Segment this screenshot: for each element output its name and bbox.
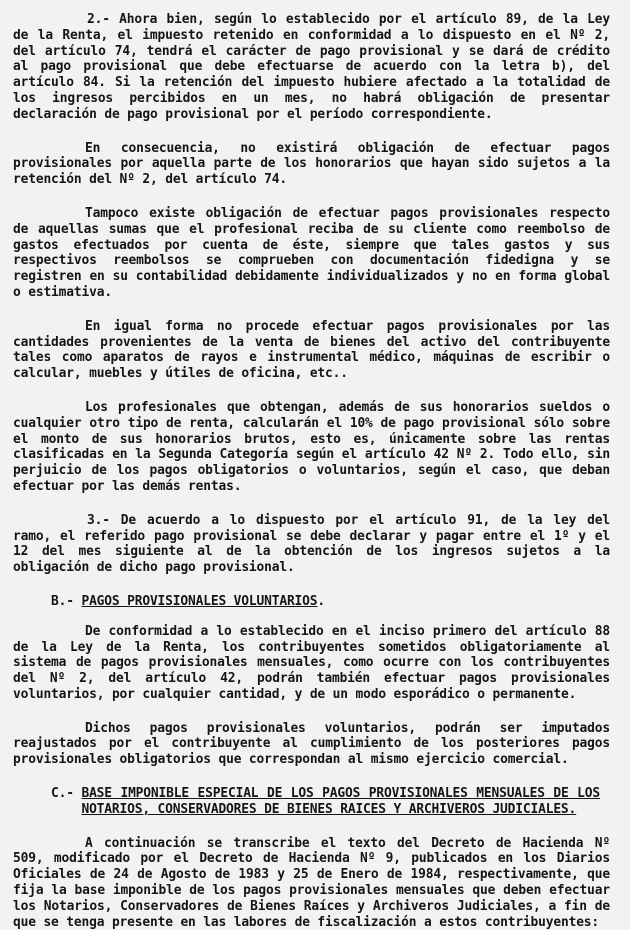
paragraph-reembolso-gastos: Tampoco existe obligación de efectuar pagos provisionales respecto de aquellas sumas que el profesional reciba de su cliente como reembolso de gastos efectuados por cuenta de éste, siempre que tales gastos y sus respectivos reembolsos se comprueben con documentación fidedigna y se registren en su contabilidad debidamente individualizados y no en forma global o estimativa.: [13, 205, 610, 300]
section-letter-c: C.-: [51, 786, 82, 802]
paragraph-consecuencia: En consecuencia, no existirá obligación de efectuar pagos provisionales por aquella parte de los honorarios que hayan sido sujetos a la retención del Nº 2, del artículo 74.: [13, 140, 610, 188]
section-suffix-c: .: [568, 801, 577, 817]
paragraph-decreto-509: A continuación se transcribe el texto del Decreto de Hacienda Nº 509, modificado por el Decreto de Hacienda Nº 9, publicados en los Diarios Oficiales de 24 de Agosto de 1983 y 25 de Enero de 1984, respectivamente, que fija la base imponible de los pagos provisionales mensuales que deben efectuar los Notarios, Conservadores de Bienes Raíces y Archiveros Judiciales, a fin de que se tenga presente en las labores de fiscalización a estos contribuyentes:: [13, 835, 610, 930]
paragraph-venta-bienes: En igual forma no procede efectuar pagos provisionales por las cantidades provenientes de la venta de bienes del activo del contribuyente tales como aparatos de rayos e instrumental médico, máquinas de escribir o calcular, muebles y útiles de oficina, etc..: [13, 318, 610, 382]
section-heading-c: [13, 786, 610, 818]
paragraph-otras-rentas: Los profesionales que obtengan, además de sus honorarios sueldos o cualquier otro tipo de renta, calcularán el 10% de pago provisional sólo sobre el monto de sus honorarios brutos, esto es, únicamente sobre las rentas clasificadas en la Segunda Categoría según el artículo 42 Nº 2. Todo ello, sin perjuicio de los pagos obligatorios o voluntarios, según el caso, que deban efectuar por las demás rentas.: [13, 399, 610, 494]
section-suffix-b: .: [317, 593, 326, 609]
paragraph-reajustados: Dichos pagos provisionales voluntarios, podrán ser imputados reajustados por el contribuyente al cumplimiento de los posteriores pagos provisionales obligatorios que correspondan al mismo ejercicio comercial.: [13, 720, 610, 768]
paragraph-3-art91: 3.- De acuerdo a lo dispuesto por el artículo 91, de la ley del ramo, el referido pago provisional se debe declarar y pagar entre el 1º y el 12 del mes siguiente al de la obtención de los ingresos sujetos a la obligación de dicho pago provisional.: [13, 512, 610, 576]
paragraph-2-art89: 2.- Ahora bien, según lo establecido por el artículo 89, de la Ley de la Renta, el impuesto retenido en conformidad a lo dispuesto en el Nº 2, del artículo 74, tendrá el carácter de pago provisional y se dará de crédito al pago provisional que debe efectuarse de acuerdo con la letra b), del artículo 84. Si la retención del impuesto hubiere afectado a la totalidad de los ingresos percibidos en un mes, no habrá obligación de presentar declaración de pago provisional por el período correspondiente.: [13, 12, 610, 122]
section-title-b: PAGOS PROVISIONALES VOLUNTARIOS: [81, 593, 318, 609]
paragraph-art88-voluntarios: De conformidad a lo establecido en el inciso primero del artículo 88 de la Ley de la Renta, los contribuyentes sometidos obligatoriamente al sistema de pagos provisionales mensuales, como ocurre con los contribuyentes del Nº 2, del artículo 42, podrán también efectuar pagos provisionales voluntarios, por cualquier cantidad, y de un modo esporádico o permanente.: [13, 623, 610, 702]
section-title-wrap-b: [81, 594, 325, 610]
section-title-c: [81, 786, 600, 818]
section-heading-b: [13, 594, 610, 610]
section-letter-b: B.-: [51, 593, 82, 609]
section-title-c-text: BASE IMPONIBLE ESPECIAL DE LOS PAGOS PROVISIONALES MENSUALES DE LOS NOTARIOS, CONSERVADORES DE BIENES RAICES Y ARCHIVEROS JUDICIALES: [81, 786, 600, 817]
